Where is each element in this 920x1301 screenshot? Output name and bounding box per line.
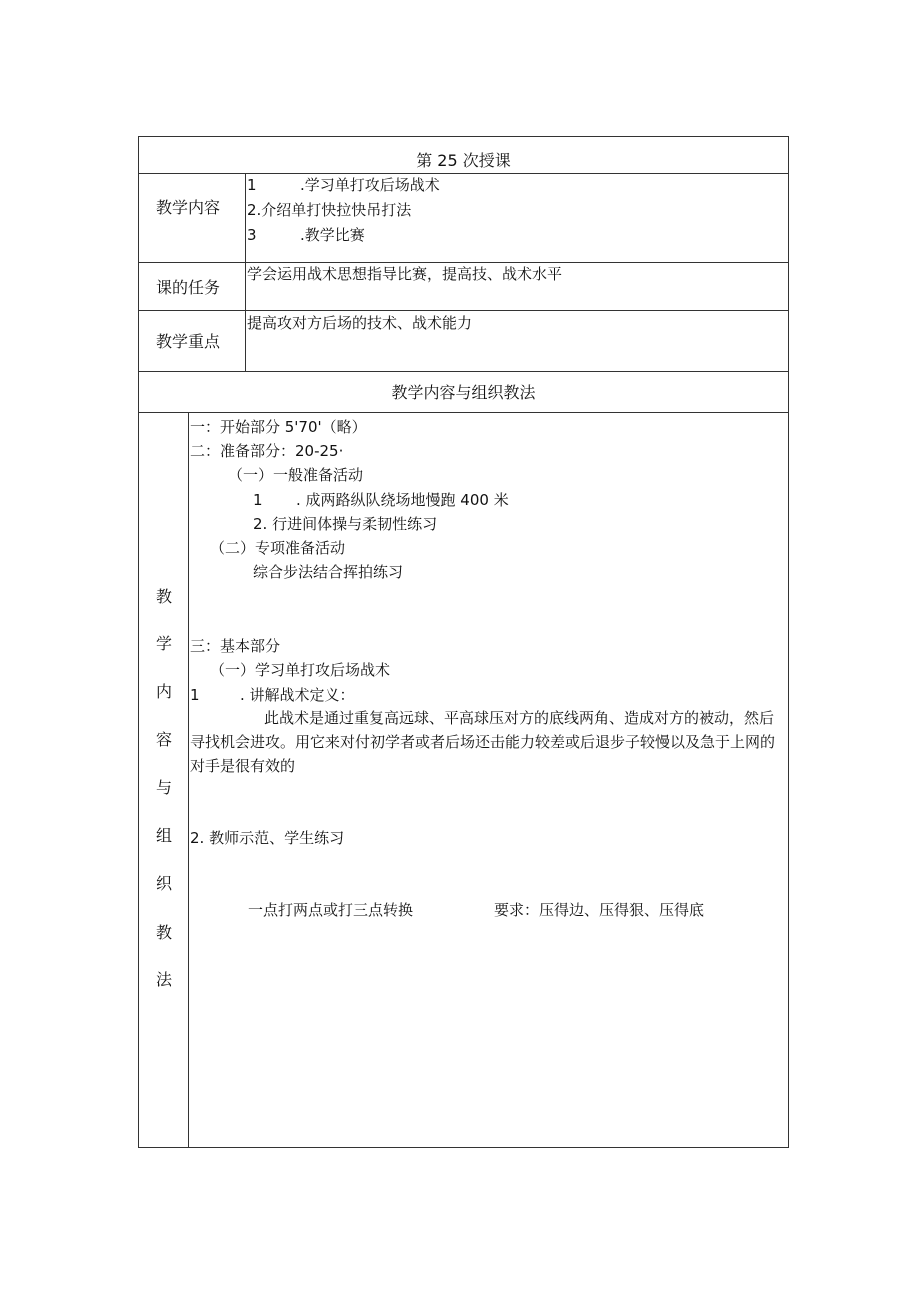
lesson-task-text: 学会运用战术思想指导比赛，提高技、战术水平 [247, 265, 563, 283]
vertical-label-char: 学 [155, 634, 172, 653]
lesson-task-label: 课的任务 [156, 278, 221, 297]
body-column-divider [188, 412, 189, 1148]
row-divider [138, 310, 789, 311]
vertical-label-char: 教 [155, 587, 172, 606]
vertical-label-char: 法 [155, 970, 172, 989]
prep-general-heading: （一）一般准备活动 [228, 466, 364, 484]
vertical-label-char: 容 [155, 730, 172, 749]
row-divider [138, 262, 789, 263]
content-item: .学习单打攻后场战术 [300, 176, 440, 194]
section-header: 教学内容与组织教法 [391, 383, 536, 402]
basic-item: 2. 教师示范、学生练习 [190, 829, 345, 847]
tactic-definition: 此战术是通过重复高远球、平高球压对方的底线两角、造成对方的被动，然后寻找机会进攻。用它来对付初学者或者后场还击能力较差或后退步子较慢以及急于上网的对手是很有效的 [190, 709, 776, 775]
lesson-title: 第 25 次授课 [416, 151, 511, 170]
content-item-number: 1 [247, 176, 257, 194]
vertical-label-char: 与 [155, 778, 172, 797]
vertical-label-char: 织 [155, 874, 172, 893]
row-divider [138, 412, 789, 413]
prep-item-number: 1 [253, 491, 263, 509]
vertical-label-char: 内 [155, 682, 172, 701]
drill-requirement: 要求：压得边、压得狠、压得底 [494, 901, 705, 919]
basic-item-number: 1 [190, 686, 200, 704]
content-item: 2.介绍单打快拉快吊打法 [247, 201, 412, 219]
vertical-label-char: 教 [155, 923, 172, 942]
prep-special-heading: （二）专项准备活动 [210, 539, 346, 557]
row-divider [138, 371, 789, 372]
teaching-focus-label: 教学重点 [156, 332, 221, 351]
basic-part: 三：基本部分 [190, 637, 281, 655]
drill-text: 一点打两点或打三点转换 [248, 901, 414, 919]
content-item-number: 3 [247, 226, 257, 244]
content-item: .教学比赛 [300, 226, 365, 244]
vertical-label-char: 组 [155, 826, 172, 845]
prep-part: 二：准备部分：20-25· [190, 442, 344, 460]
basic-item: . 讲解战术定义： [240, 686, 355, 704]
teaching-focus-text: 提高攻对方后场的技术、战术能力 [247, 314, 473, 332]
prep-item: 2. 行进间体操与柔韧性练习 [253, 515, 438, 533]
prep-special-text: 综合步法结合挥拍练习 [253, 563, 404, 581]
label-column-divider [245, 173, 246, 371]
teaching-content-label: 教学内容 [156, 198, 221, 217]
row-divider [138, 173, 789, 174]
prep-item: . 成两路纵队绕场地慢跑 400 米 [296, 491, 509, 509]
start-part: 一：开始部分 5'70'（略） [190, 418, 367, 436]
basic-sub-heading: （一）学习单打攻后场战术 [210, 661, 391, 679]
